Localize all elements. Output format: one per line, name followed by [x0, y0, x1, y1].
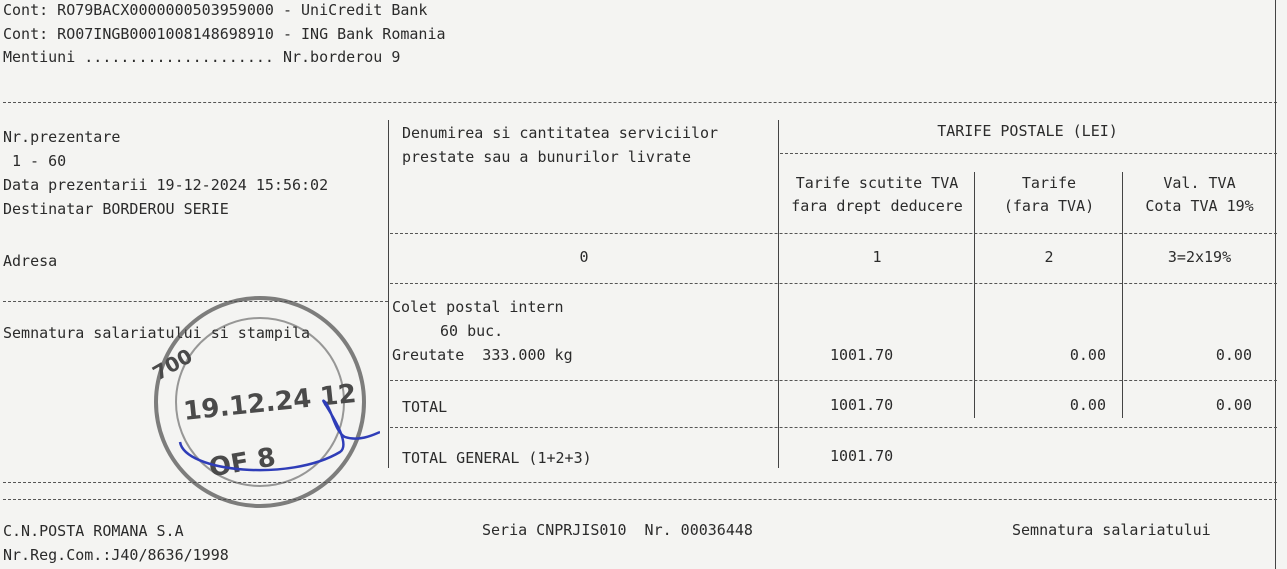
nr-prezentare-label: Nr.prezentare [3, 128, 121, 146]
col0-header-line1: Denumirea si cantitatea serviciilor [402, 124, 719, 142]
postal-stamp [140, 282, 380, 522]
col1-number: 1 [872, 248, 882, 266]
vline-right-edge [1275, 0, 1276, 569]
col3-header-line2: Cota TVA 19% [1145, 197, 1254, 215]
stamp-office: OF 8 [206, 442, 278, 484]
mentions-line: Mentiuni ..................... Nr.borderou 9 [3, 48, 401, 66]
account-unicredit: Cont: RO79BACX0000000503959000 - UniCredit Bank [3, 1, 428, 19]
item-quantity: 60 buc. [440, 322, 504, 340]
separator-col-numbers-top [390, 233, 1277, 234]
stamp-code: 700 [148, 343, 197, 386]
col1-header-line1: Tarife scutite TVA [795, 174, 959, 192]
nr-prezentare-value: 1 - 60 [12, 152, 67, 170]
separator-group-header [780, 153, 1277, 154]
total-col3-value: 0.00 [1215, 396, 1252, 414]
adresa-label: Adresa [3, 252, 58, 270]
col1-header-line2: fara drept deducere [791, 197, 963, 215]
reg-com: Nr.Reg.Com.:J40/8636/1998 [3, 546, 229, 564]
vline-col0-left [388, 120, 389, 468]
col3-header-line1: Val. TVA [1163, 174, 1236, 192]
vline-col1-left [778, 120, 779, 468]
separator-top [3, 102, 1277, 103]
semnatura-stampila-label: Semnatura salariatului si stampila [3, 324, 311, 342]
item-description: Colet postal intern [392, 298, 564, 316]
item-weight: Greutate 333.000 kg [392, 346, 573, 364]
separator-total-bottom [390, 427, 1277, 428]
seria-number: Seria CNPRJIS010 Nr. 00036448 [482, 521, 753, 539]
total-label: TOTAL [402, 398, 448, 416]
account-ing: Cont: RO07INGB0001008148698910 - ING Bank Romania [3, 25, 446, 43]
separator-col-numbers-bottom [390, 283, 1277, 284]
col2-header-line1: Tarife [1021, 174, 1077, 192]
col2-number: 2 [1044, 248, 1054, 266]
vline-col2-left [974, 172, 975, 418]
item-col1-value: 1001.70 [830, 346, 894, 364]
col0-number: 0 [579, 248, 589, 266]
total-general-value: 1001.70 [830, 447, 894, 465]
footer-signature-label: Semnatura salariatului [1012, 521, 1211, 539]
vline-col3-left [1122, 172, 1123, 418]
item-col3-value: 0.00 [1215, 346, 1252, 364]
col3-number: 3=2x19% [1167, 248, 1232, 266]
total-col2-value: 0.00 [1069, 396, 1106, 414]
separator-item-bottom [390, 380, 1277, 381]
total-general-label: TOTAL GENERAL (1+2+3) [402, 449, 592, 467]
destinatar: Destinatar BORDEROU SERIE [3, 200, 229, 218]
data-prezentarii: Data prezentarii 19-12-2024 15:56:02 [3, 176, 329, 194]
tarife-group-header: TARIFE POSTALE (LEI) [937, 122, 1118, 140]
col0-header-line2: prestate sau a bunurilor livrate [402, 148, 691, 166]
col2-header-line2: (fara TVA) [1003, 197, 1095, 215]
company-name: C.N.POSTA ROMANA S.A [3, 522, 184, 540]
item-col2-value: 0.00 [1069, 346, 1106, 364]
total-col1-value: 1001.70 [830, 396, 894, 414]
stamp-date: 19.12.24 12 [182, 378, 358, 427]
